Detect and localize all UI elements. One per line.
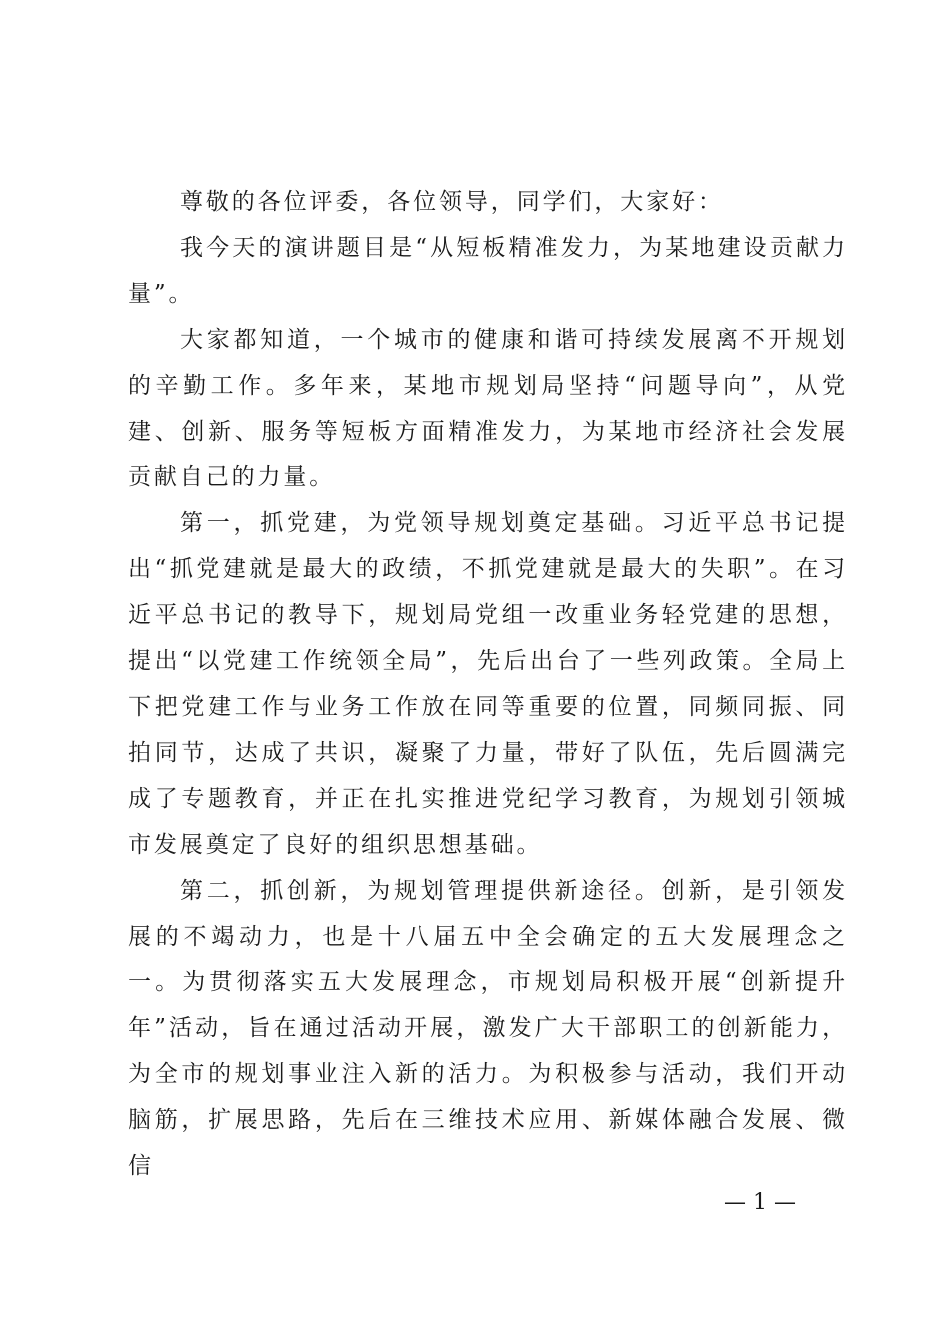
paragraph-party-building: 第一，抓党建，为党领导规划奠定基础。习近平总书记提出“抓党建就是最大的政绩，不抓党建就是最大的失职”。在习近平总书记的教导下，规划局党组一改重业务轻党建的思想，提出“以党建工作统领全局”，先后出台了一些列政策。全局上下把党建工作与业务工作放在同等重要的位置，同频同振、同拍同节，达成了共识，凝聚了力量，带好了队伍，先后圆满完成了专题教育，并正在扎实推进党纪学习教育，为规划引领城市发展奠定了良好的组织思想基础。 (128, 510, 848, 858)
paragraph-greeting: 尊敬的各位评委，各位领导，同学们，大家好： (180, 189, 724, 215)
paragraph-topic: 我今天的演讲题目是“从短板精准发力，为某地建设贡献力量”。 (128, 234, 848, 307)
document-body (128, 180, 848, 1190)
page-number: — 1 — (724, 1190, 796, 1215)
paragraph-intro: 大家都知道，一个城市的健康和谐可持续发展离不开规划的辛勤工作。多年来，某地市规划局坚持“问题导向”，从党建、创新、服务等短板方面精准发力，为某地市经济社会发展贡献自己的力量。 (128, 326, 848, 491)
paragraph-innovation: 第二，抓创新，为规划管理提供新途径。创新，是引领发展的不竭动力，也是十八届五中全会确定的五大发展理念之一。为贯彻落实五大发展理念，市规划局积极开展“创新提升年”活动，旨在通过活动开展，激发广大干部职工的创新能力，为全市的规划事业注入新的活力。为积极参与活动，我们开动脑筋，扩展思路，先后在三维技术应用、新媒体融合发展、微信 (128, 877, 848, 1180)
